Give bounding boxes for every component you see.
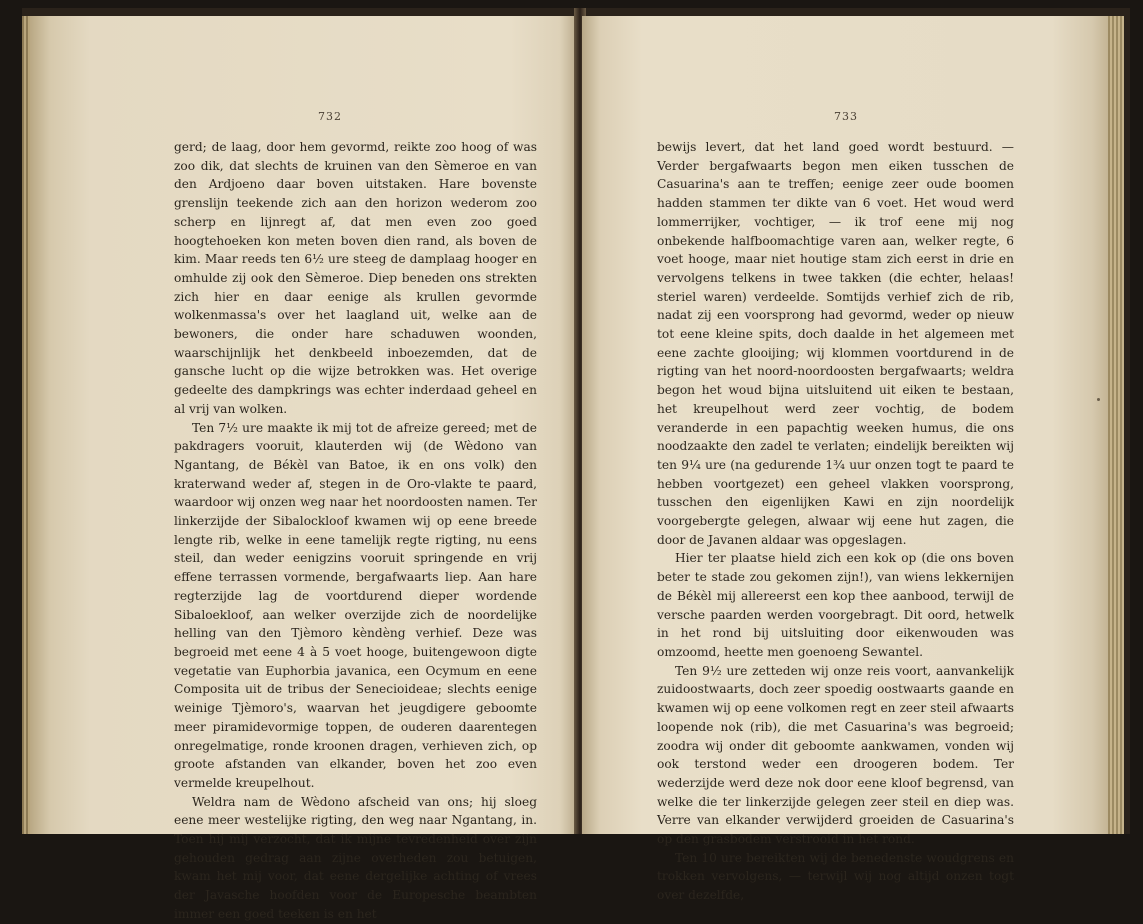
paragraph: Hier ter plaatse hield zich een kok op (die ons boven beter te stade zou gekomen zijn!), van wiens lekkernijen de Békèl mij allereerst een kop thee aanbood, terwijl de versche paarden werden voorgebragt. Dit oord, hetwelk in het rond bij uitsluiting door eikenwouden was omzoomd, heette men goenoeng Sewantel. [657, 551, 1014, 659]
paragraph: Weldra nam de Wèdono afscheid van ons; hij sloeg eene meer westelijke rigting, den weg naar Ngantang, in. Toen hij mij verzocht, dat ik mijne tevredenheid over zijn gehouden gedrag aan zijne overheden zou betuigen, kwam het mij voor, dat eene dergelijke achting of vrees der Javasche hoofden voor de Europesche beambten immer een goed teeken is en het [174, 794, 537, 921]
right-page [582, 16, 1122, 903]
paper-speck [1097, 398, 1100, 401]
open-book [22, 8, 1130, 921]
paragraph: Ten 10 ure bereikten wij de benedenste woudgrens en trokken vervolgens, — terwijl wij nog altijd onzen togt over dezelfde, [657, 850, 1014, 903]
right-page-edges [1108, 16, 1124, 834]
paragraph: gerd; de laag, door hem gevormd, reikte zoo hoog of was zoo dik, dat slechts de kruinen van den Sèmeroe en van den Ardjoeno daar boven uitstaken. Hare bovenste grenslijn teekende zich aan den horizon wederom zoo scherp en lijnregt af, dat men even zoo goed hoogtehoeken kon meten boven dien rand, als boven de kim. Maar reeds ten 6½ ure steeg de damplaag hooger en omhulde zij ook den Sèmeroe. Diep beneden ons strekten zich hier en daar eenige als krullen gevormde wolkenmassa's over het laagland uit, welke aan de bewoners, die onder hare schaduwen woonden, waarschijnlijk het denkbeeld inboezemden, dat de gansche lucht op die wijze betrokken was. Het overige gedeelte des dampkrings was echter inderdaad geheel en al vrij van wolken. [174, 140, 537, 416]
paragraph: Ten 7½ ure maakte ik mij tot de afreize gereed; met de pakdragers vooruit, klauterden wij (de Wèdono van Ngantang, de Békèl van Batoe, ik en ons volk) den kraterwand weder af, stegen in de Oro-vlakte te paard, waardoor wij onzen weg naar het noordoosten namen. Ter linkerzijde der Sibalockloof kwamen wij op eene breede lengte rib, welke in eene tamelijk regte rigting, nu eens steil, dan weder eenigzins vooruit springende en vrij effene terrassen vormende, bergafwaarts liep. Aan hare regterzijde lag de voortdurend dieper wordende Sibaloekloof, aan welker overzijde zich de noordelijke helling van den Tjèmoro kèndèng verhief. Deze was begroeid met eene 4 à 5 voet hooge, buitengewoon digte vegetatie van Euphorbia javanica, een Ocymum en eene Composita uit de tribus der Senecioideae; slechts eenige weinige Tjèmoro's, waarvan het jeugdigere geboomte meer piramidevormige toppen, de ouderen daarentegen onregelmatige, ronde kroonen dragen, verhieven zich, op groote afstanden van elkander, boven het zoo even vermelde kreupelhout. [174, 420, 537, 790]
left-page [30, 16, 578, 921]
left-page-text [174, 138, 537, 924]
left-page-number: 732 [318, 110, 342, 123]
paragraph: bewijs levert, dat het land goed wordt bestuurd. — Verder bergafwaarts begon men eiken tusschen de Casuarina's aan te treffen; eenige zeer oude boomen hadden stammen ter dikte van 6 voet. Het woud werd lommerrijker, vochtiger, — ik trof eene mij nog onbekende halfboomachtige varen aan, welker regte, 6 voet hooge, maar niet houtige stam zich eerst in drie en vervolgens telkens in twee takken (die echter, helaas! steriel waren) verdeelde. Somtijds verhief zich de rib, nadat zij een voorsprong had gevormd, weder op nieuw tot eene kleine spits, doch daalde in het algemeen met eene zachte glooijing; wij klommen voortdurend in de rigting van het noord-noordoosten bergafwaarts; weldra begon het woud bijna uitsluitend uit eiken te bestaan, het kreupelhout werd zeer vochtig, de bodem veranderde in een papachtig weeken humus, die ons noodzaakte den zadel te verlaten; eindelijk bereikten wij ten 9¼ ure (na gedurende 1¾ uur onzen togt te paard te hebben voortgezet) een geheel vlakken voorsprong, tusschen den eigenlijken Kawi en zijn noordelijk voorgebergte gelegen, alwaar wij eene hut zagen, die door de Javanen aldaar was opgeslagen. [657, 140, 1014, 547]
right-page-number: 733 [834, 110, 858, 123]
right-page-text [657, 138, 1014, 905]
paragraph: Ten 9½ ure zetteden wij onze reis voort, aanvankelijk zuidoostwaarts, doch zeer spoedig oostwaarts gaande en kwamen wij op eene volkomen regt en zeer steil afwaarts loopende nok (rib), die met Casuarina's was begroeid; zoodra wij onder dit geboomte aankwamen, vonden wij ook terstond weder een droogeren bodem. Ter wederzijde werd deze nok door eene kloof begrensd, van welke die ter linkerzijde gelegen zeer steil en diep was. Verre van elkander verwijderd groeiden de Casuarina's op den grasbodem verstrooid in het rond. [657, 663, 1014, 847]
